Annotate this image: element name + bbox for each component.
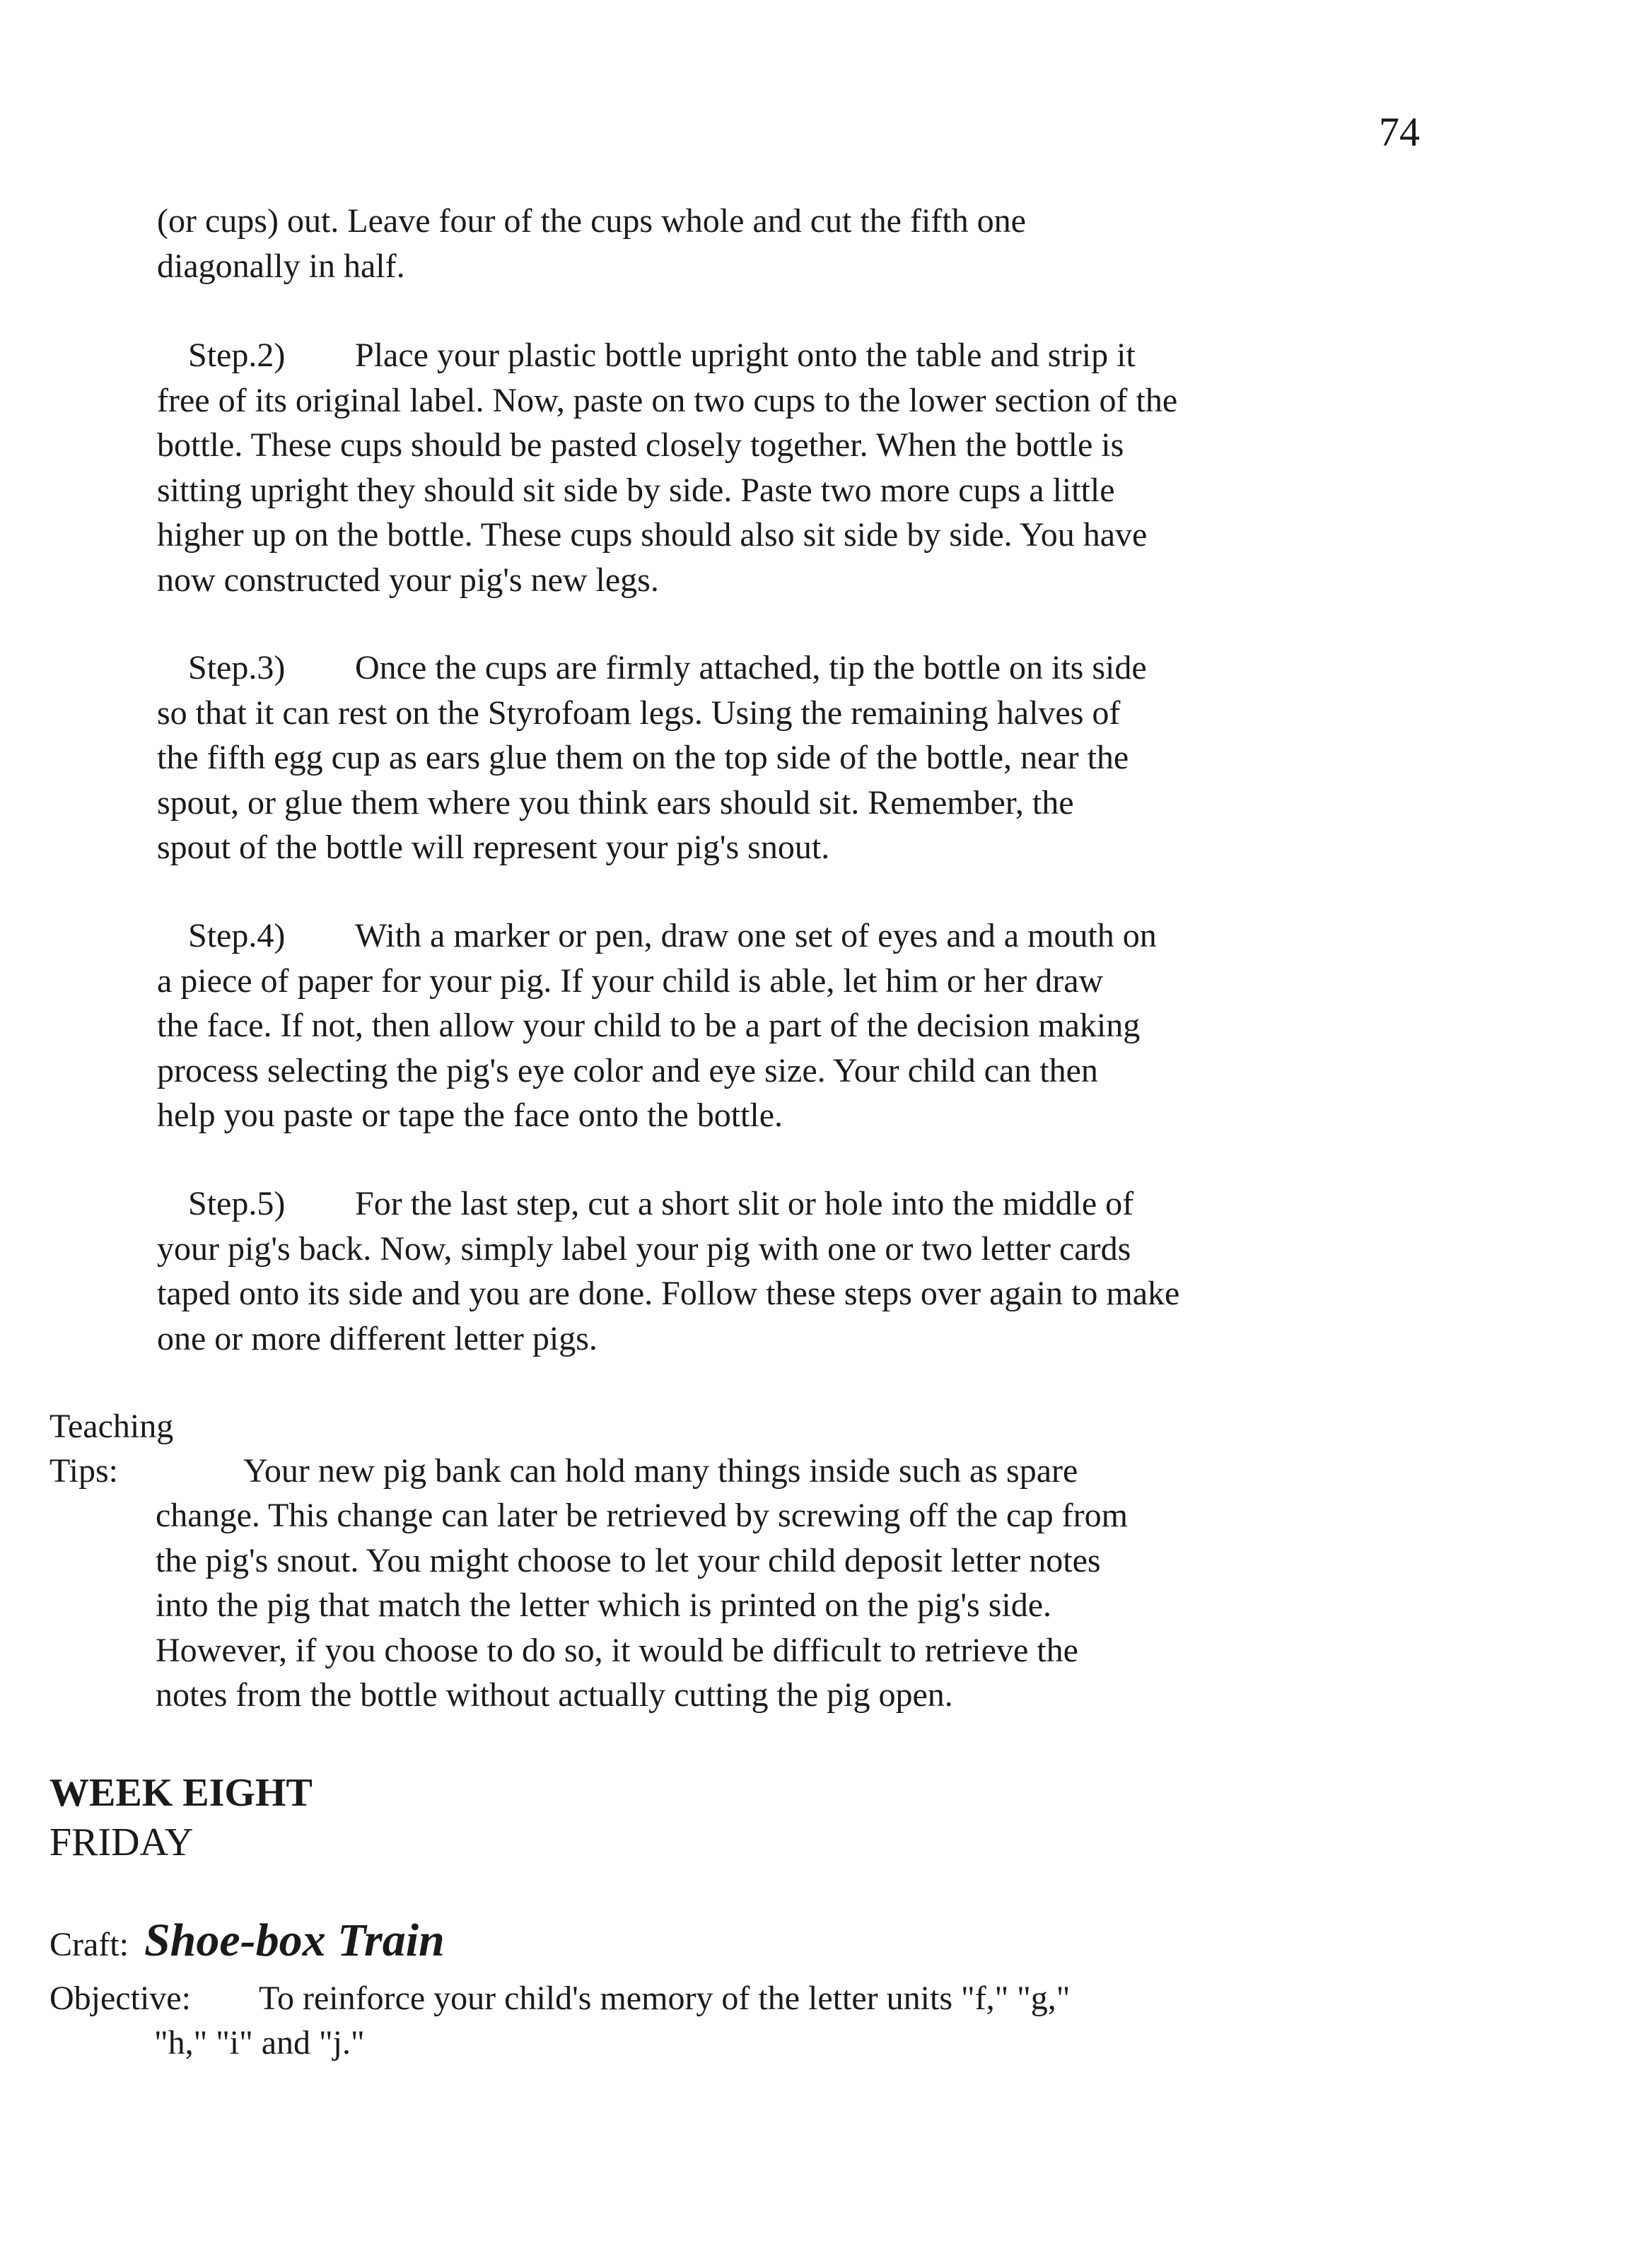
text-line: help you paste or tape the face onto the bottle. xyxy=(157,1097,783,1134)
text-line: (or cups) out. Leave four of the cups whole and cut the fifth one xyxy=(157,202,1026,240)
text-line: spout, or glue them where you think ears should sit. Remember, the xyxy=(157,783,1074,822)
text-line: the pig's snout. You might choose to let your child deposit letter notes xyxy=(156,1541,1101,1579)
craft-label: Craft: xyxy=(49,1926,129,1963)
text-line: notes from the bottle without actually cutting the pig open. xyxy=(156,1676,953,1714)
objective-continuation: "h," "i" and "j." xyxy=(154,2024,365,2062)
text-line: the face. If not, then allow your child to be a part of the decision making xyxy=(157,1007,1141,1044)
craft-line xyxy=(49,1912,445,1973)
text-line: a piece of paper for your pig. If your child is able, let him or her draw xyxy=(157,961,1104,1000)
text-line: one or more different letter pigs. xyxy=(157,1319,598,1357)
day-heading: FRIDAY xyxy=(49,1820,194,1864)
text-line: To reinforce your child's memory of the letter units "f," "g," xyxy=(259,1980,1071,2017)
step-3-label: Step.3) xyxy=(188,649,286,686)
step-2-paragraph xyxy=(157,333,1177,602)
step-4-label: Step.4) xyxy=(188,917,286,954)
text-line: now constructed your pig's new legs. xyxy=(157,561,659,599)
text-line: higher up on the bottle. These cups should also sit side by side. You have xyxy=(157,516,1148,554)
craft-title: Shoe-box Train xyxy=(144,1915,445,1966)
text-line: process selecting the pig's eye color and eye size. Your child can then xyxy=(157,1051,1098,1089)
step-5-paragraph xyxy=(157,1181,1179,1361)
objective-section xyxy=(49,1976,1070,2021)
text-line: free of its original label. Now, paste on two cups to the lower section of the xyxy=(157,381,1178,419)
text-line: bottle. These cups should be pasted closely together. When the bottle is xyxy=(157,426,1124,464)
step-5-label: Step.5) xyxy=(188,1185,286,1222)
text-line: Your new pig bank can hold many things inside such as spare xyxy=(243,1452,1078,1490)
text-line: so that it can rest on the Styrofoam legs. Using the remaining halves of xyxy=(157,694,1121,732)
step-3-paragraph xyxy=(157,645,1147,870)
text-line: change. This change can later be retrieved by screwing off the cap from xyxy=(156,1497,1128,1534)
teaching-tips-body xyxy=(156,1493,1128,1718)
teaching-tips-label: Teaching xyxy=(49,1408,174,1445)
text-line: Once the cups are firmly attached, tip the bottle on its side xyxy=(355,649,1147,686)
text-line: However, if you choose to do so, it would be difficult to retrieve the xyxy=(156,1631,1078,1669)
page-number: 74 xyxy=(1379,109,1420,155)
text-line: With a marker or pen, draw one set of eyes and a mouth on xyxy=(355,917,1157,954)
text-line: the fifth egg cup as ears glue them on the top side of the bottle, near the xyxy=(157,739,1129,776)
step-2-label: Step.2) xyxy=(188,337,286,374)
intro-paragraph xyxy=(157,199,1026,288)
text-line: sitting upright they should sit side by side. Paste two more cups a little xyxy=(157,471,1115,509)
week-heading: WEEK EIGHT xyxy=(49,1771,313,1815)
text-line: into the pig that match the letter which is printed on the pig's side. xyxy=(156,1586,1052,1624)
objective-label: Objective: xyxy=(49,1980,191,2017)
teaching-tips-section xyxy=(49,1449,1078,1494)
text-line: taped onto its side and you are done. Follow these steps over again to make xyxy=(157,1275,1180,1312)
text-line: spout of the bottle will represent your pig's snout. xyxy=(157,829,830,866)
step-4-paragraph xyxy=(157,913,1157,1138)
text-line: For the last step, cut a short slit or hole into the middle of xyxy=(355,1185,1134,1222)
text-line: Place your plastic bottle upright onto the table and strip it xyxy=(355,337,1136,374)
tips-label: Tips: xyxy=(49,1452,118,1490)
text-line: diagonally in half. xyxy=(157,247,405,285)
text-line: your pig's back. Now, simply label your pig with one or two letter cards xyxy=(157,1229,1131,1268)
